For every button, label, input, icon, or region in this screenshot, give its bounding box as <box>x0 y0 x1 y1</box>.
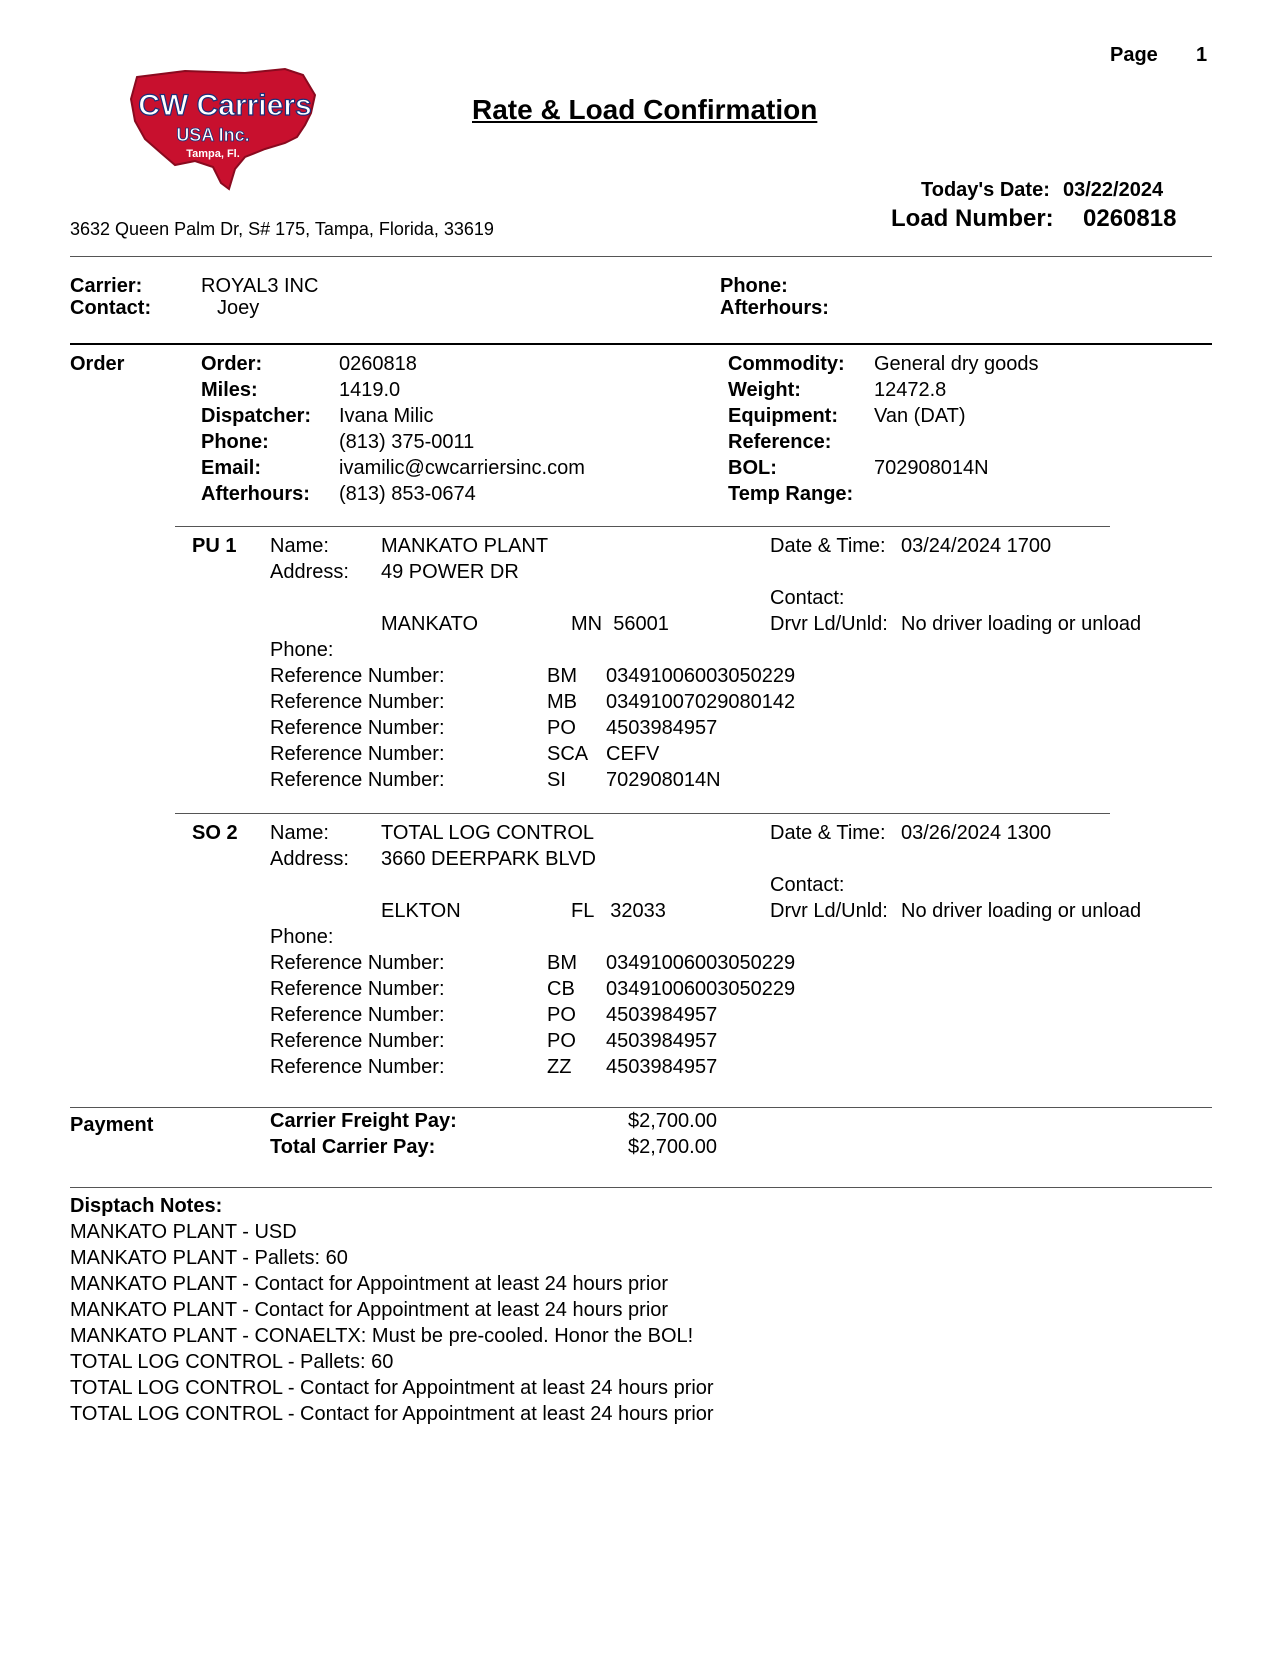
divider <box>70 1107 1212 1108</box>
miles-value: 1419.0 <box>339 379 401 401</box>
company-address: 3632 Queen Palm Dr, S# 175, Tampa, Florida, 33619 <box>70 219 494 239</box>
ref-value: 4503984957 <box>606 717 718 739</box>
stop-state-zip: MN 56001 <box>571 613 669 635</box>
notes-label: Disptach Notes: <box>70 1195 223 1217</box>
ref-value: 4503984957 <box>606 1030 718 1052</box>
note-line: MANKATO PLANT - Contact for Appointment at least 24 hours prior <box>70 1299 669 1321</box>
ref-code: PO <box>547 1030 576 1052</box>
ref-label: Reference Number: <box>270 952 445 974</box>
stop-driver-value: No driver loading or unload <box>901 900 1142 922</box>
dispatcher-afterhours-value: (813) 853-0674 <box>339 483 476 505</box>
document-title: Rate & Load Confirmation <box>472 94 818 125</box>
ref-code: MB <box>547 691 577 713</box>
load-number-label: Load Number: <box>891 205 1054 232</box>
ref-value: 03491006003050229 <box>606 665 796 687</box>
ref-code: PO <box>547 717 576 739</box>
stop-datetime: 03/26/2024 1300 <box>901 822 1052 844</box>
stop-name: TOTAL LOG CONTROL <box>381 822 594 844</box>
stop-tag: PU 1 <box>192 535 237 557</box>
divider <box>175 813 1110 814</box>
ref-code: PO <box>547 1004 576 1026</box>
dispatcher-label: Dispatcher: <box>201 405 312 427</box>
stop-city: ELKTON <box>381 900 461 922</box>
contact-value: Joey <box>217 297 260 319</box>
stop-datetime-label: Date & Time: <box>770 822 886 844</box>
stop-tag: SO 2 <box>192 822 238 844</box>
ref-value: 702908014N <box>606 769 721 791</box>
ref-label: Reference Number: <box>270 978 445 1000</box>
order-number-label: Order: <box>201 353 263 375</box>
divider <box>70 343 1212 345</box>
carrier-phone-label: Phone: <box>720 275 788 297</box>
logo-line1: CW Carriers <box>138 89 312 122</box>
divider <box>70 1187 1212 1188</box>
ref-code: SI <box>547 769 566 791</box>
todays-date-label: Today's Date: <box>921 179 1050 201</box>
stop-address: 49 POWER DR <box>381 561 519 583</box>
stop-driver-label: Drvr Ld/Unld: <box>770 613 888 635</box>
divider <box>70 256 1212 257</box>
dispatcher-afterhours-label: Afterhours: <box>201 483 310 505</box>
stop-contact-label: Contact: <box>770 587 845 609</box>
freight-pay-label: Carrier Freight Pay: <box>270 1110 457 1132</box>
ref-value: 4503984957 <box>606 1004 718 1026</box>
note-line: MANKATO PLANT - Contact for Appointment at least 24 hours prior <box>70 1273 669 1295</box>
stop-state-zip: FL 32033 <box>571 900 666 922</box>
stop-datetime-label: Date & Time: <box>770 535 886 557</box>
todays-date-value: 03/22/2024 <box>1063 179 1164 201</box>
stop-address: 3660 DEERPARK BLVD <box>381 848 596 870</box>
total-pay-value: $2,700.00 <box>628 1136 717 1158</box>
stop-name-label: Name: <box>270 822 329 844</box>
stop-name: MANKATO PLANT <box>381 535 549 557</box>
commodity-label: Commodity: <box>728 353 845 375</box>
stop-contact-label: Contact: <box>770 874 845 896</box>
payment-section-label: Payment <box>70 1114 154 1136</box>
dispatcher-phone-value: (813) 375-0011 <box>339 431 475 453</box>
note-line: MANKATO PLANT - USD <box>70 1221 297 1243</box>
note-line: TOTAL LOG CONTROL - Pallets: 60 <box>70 1351 394 1373</box>
contact-label: Contact: <box>70 297 152 319</box>
note-line: TOTAL LOG CONTROL - Contact for Appointment at least 24 hours prior <box>70 1403 714 1425</box>
ref-label: Reference Number: <box>270 1030 445 1052</box>
stop-address-label: Address: <box>270 848 349 870</box>
stop-city: MANKATO <box>381 613 479 635</box>
ref-label: Reference Number: <box>270 743 445 765</box>
equipment-label: Equipment: <box>728 405 838 427</box>
bol-value: 702908014N <box>874 457 989 479</box>
note-line: MANKATO PLANT - CONAELTX: Must be pre-cooled. Honor the BOL! <box>70 1325 694 1347</box>
order-number-value: 0260818 <box>339 353 417 375</box>
ref-label: Reference Number: <box>270 665 445 687</box>
note-line: MANKATO PLANT - Pallets: 60 <box>70 1247 348 1269</box>
reference-label: Reference: <box>728 431 832 453</box>
ref-label: Reference Number: <box>270 1004 445 1026</box>
company-logo <box>125 65 325 195</box>
weight-label: Weight: <box>728 379 801 401</box>
carrier-afterhours-label: Afterhours: <box>720 297 829 319</box>
total-pay-label: Total Carrier Pay: <box>270 1136 436 1158</box>
ref-value: 03491007029080142 <box>606 691 796 713</box>
dispatcher-value: Ivana Milic <box>339 405 434 427</box>
ref-code: BM <box>547 952 577 974</box>
stop-name-label: Name: <box>270 535 329 557</box>
dispatcher-email-label: Email: <box>201 457 262 479</box>
stop-phone-label: Phone: <box>270 926 334 948</box>
order-section-label: Order <box>70 353 125 375</box>
ref-value: 03491006003050229 <box>606 978 796 1000</box>
divider <box>175 526 1110 527</box>
page-label: Page <box>1110 44 1158 66</box>
dispatcher-phone-label: Phone: <box>201 431 269 453</box>
temp-range-label: Temp Range: <box>728 483 854 505</box>
weight-value: 12472.8 <box>874 379 947 401</box>
stop-driver-label: Drvr Ld/Unld: <box>770 900 888 922</box>
bol-label: BOL: <box>728 457 777 479</box>
miles-label: Miles: <box>201 379 258 401</box>
ref-value: CEFV <box>606 743 660 765</box>
stop-driver-value: No driver loading or unload <box>901 613 1142 635</box>
note-line: TOTAL LOG CONTROL - Contact for Appointment at least 24 hours prior <box>70 1377 714 1399</box>
ref-code: BM <box>547 665 577 687</box>
carrier-value: ROYAL3 INC <box>201 275 319 297</box>
dispatcher-email-value[interactable]: ivamilic@cwcarriersinc.com <box>339 457 585 479</box>
stop-datetime: 03/24/2024 1700 <box>901 535 1052 557</box>
ref-code: CB <box>547 978 575 1000</box>
ref-code: ZZ <box>547 1056 572 1078</box>
logo-line2: USA Inc. <box>176 125 250 145</box>
stop-address-label: Address: <box>270 561 349 583</box>
ref-label: Reference Number: <box>270 691 445 713</box>
ref-label: Reference Number: <box>270 1056 445 1078</box>
ref-label: Reference Number: <box>270 717 445 739</box>
ref-code: SCA <box>547 743 589 765</box>
stop-phone-label: Phone: <box>270 639 334 661</box>
carrier-label: Carrier: <box>70 275 143 297</box>
load-number-value: 0260818 <box>1083 205 1177 232</box>
page-number: 1 <box>1196 44 1208 66</box>
commodity-value: General dry goods <box>874 353 1039 375</box>
freight-pay-value: $2,700.00 <box>628 1110 717 1132</box>
ref-value: 03491006003050229 <box>606 952 796 974</box>
ref-label: Reference Number: <box>270 769 445 791</box>
logo-line3: Tampa, Fl. <box>186 148 240 160</box>
ref-value: 4503984957 <box>606 1056 718 1078</box>
equipment-value: Van (DAT) <box>874 405 966 427</box>
